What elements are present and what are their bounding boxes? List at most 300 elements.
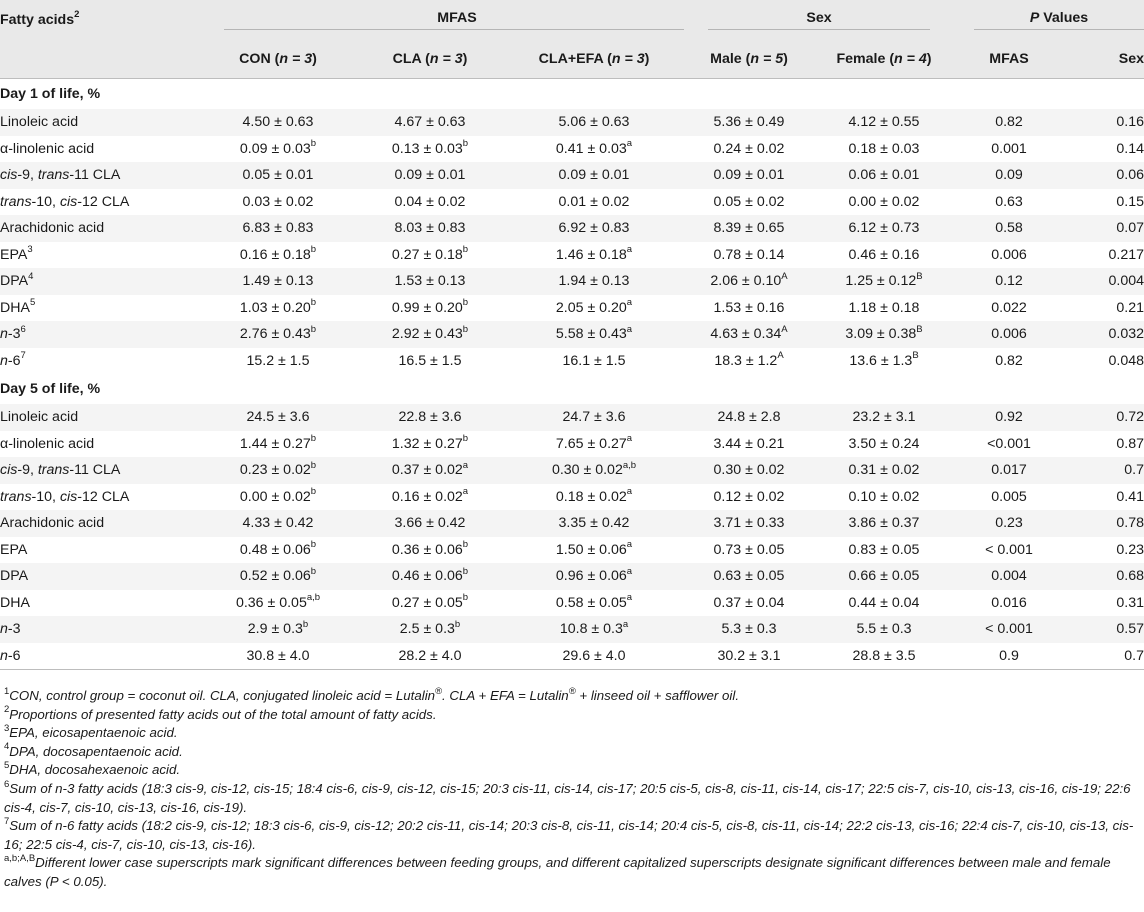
cell-p-sex: 0.87	[1116, 435, 1144, 452]
cell-claefa	[504, 643, 684, 670]
footnote-marker: a,b;A,B	[4, 852, 36, 864]
cell-value: 8.39 ± 0.65	[713, 220, 785, 237]
cell-cla	[356, 563, 504, 590]
cell-value: 0.05 ± 0.02	[713, 193, 785, 210]
significance-superscript: b	[310, 433, 317, 445]
cell-value: 1.53 ± 0.16	[713, 299, 785, 316]
cell-value: 6.12 ± 0.73	[848, 220, 920, 237]
cell-value: 0.16 ± 0.18	[239, 246, 311, 263]
cell-value: 16.1 ± 1.5	[562, 352, 626, 369]
significance-superscript: b	[310, 565, 317, 577]
row-label-part: DPA	[0, 273, 29, 290]
cell-p-mfas: 0.9	[954, 643, 1064, 670]
row-label	[0, 563, 200, 590]
p-values-group-header: P Values	[954, 0, 1144, 40]
cell-claefa	[504, 348, 684, 375]
cell-con	[200, 321, 356, 348]
footnote-marker: 6	[4, 778, 10, 790]
row-label	[0, 162, 200, 189]
cell-claefa	[504, 510, 684, 537]
cell-p-sex: 0.72	[1064, 404, 1144, 431]
cell-value: 4.33 ± 0.42	[242, 515, 314, 532]
cell-con	[200, 484, 356, 511]
row-label-part: -9,	[17, 167, 38, 184]
cell-value: 5.58 ± 0.43	[555, 326, 627, 343]
cell-cla	[356, 590, 504, 617]
cell-value: 0.44 ± 0.04	[848, 594, 920, 611]
cell-p-mfas: 0.006	[991, 246, 1027, 263]
table-row	[0, 484, 1144, 511]
row-label	[0, 590, 200, 617]
cell-value: 0.24 ± 0.02	[713, 140, 785, 157]
cell-con	[200, 242, 356, 269]
significance-superscript: b	[310, 244, 317, 256]
table-row	[0, 537, 1144, 564]
cell-value: 0.27 ± 0.18	[391, 246, 463, 263]
significance-superscript: b	[454, 618, 461, 630]
significance-superscript: b	[462, 565, 469, 577]
cell-female	[814, 109, 954, 136]
row-label-part: Linoleic acid	[0, 114, 79, 131]
row-label-part: -3	[7, 621, 21, 638]
cell-con	[200, 295, 356, 322]
cell-male	[684, 321, 814, 348]
significance-superscript: b	[310, 323, 317, 335]
row-label-part: 5	[29, 297, 36, 309]
row-label-part: trans	[0, 193, 32, 210]
cell-p-sex: 0.78	[1064, 510, 1144, 537]
cell-con	[200, 431, 356, 458]
row-label-part: -12 CLA	[77, 193, 130, 210]
cell-value: 0.63 ± 0.05	[713, 568, 785, 585]
col-header-p-sex: Sex	[1064, 40, 1144, 79]
col-header-p-mfas: MFAS	[954, 40, 1064, 79]
cell-value: 2.5 ± 0.3	[399, 621, 455, 638]
significance-superscript: b	[310, 138, 317, 150]
col-header-cla: CLA (n = 3)	[356, 40, 504, 79]
cell-claefa	[504, 404, 684, 431]
cell-con	[200, 404, 356, 431]
row-label	[0, 136, 200, 163]
cell-cla	[356, 242, 504, 269]
row-label	[0, 616, 200, 643]
table-row	[0, 162, 1144, 189]
significance-superscript: a	[626, 244, 633, 256]
section-header-row	[0, 79, 1144, 110]
cell-claefa	[504, 162, 684, 189]
footnote-text: Sum of n-6 fatty acids (18:2 cis-9, cis-12; 18:3 cis-6, cis-9, cis-12; 20:2 cis-11, cis-14; 20:3 cis-8, cis-11, cis-14; 20:4 cis-5, cis-8, cis-11, cis-14; 22:2 cis-13, cis-16; 22:4 cis-7, cis-10, cis-13, cis-16; 22:5 cis-4, cis-7, cis-10, cis-13, cis-16).	[4, 818, 1134, 852]
cell-cla	[356, 189, 504, 216]
footnote-text: Proportions of presented fatty acids out of the total amount of fatty acids.	[9, 706, 437, 722]
significance-superscript: b	[302, 618, 309, 630]
cell-male	[684, 348, 814, 375]
table-row	[0, 189, 1144, 216]
cell-value: 0.03 ± 0.02	[242, 193, 314, 210]
cell-con	[200, 590, 356, 617]
cell-value: 0.30 ± 0.02	[551, 462, 623, 479]
cell-value: 7.65 ± 0.27	[555, 435, 627, 452]
row-label-part: -12 CLA	[77, 488, 130, 505]
cell-p-sex: 0.217	[1108, 246, 1144, 263]
significance-superscript: A	[781, 270, 788, 282]
significance-superscript: a	[626, 433, 633, 445]
significance-superscript: a,b	[622, 459, 637, 471]
cell-value: 2.06 ± 0.10	[710, 273, 782, 290]
cell-p-mfas: 0.005	[991, 488, 1027, 505]
cell-value: 0.46 ± 0.16	[848, 246, 920, 263]
fatty-acids-header: Fatty acids$^2$	[0, 0, 200, 40]
cell-male	[684, 109, 814, 136]
cell-value: 18.3 ± 1.2	[714, 352, 778, 369]
cell-value: 0.13 ± 0.03	[391, 140, 463, 157]
cell-value: 0.99 ± 0.20	[391, 299, 463, 316]
cell-value: 0.27 ± 0.05	[391, 594, 463, 611]
cell-con	[200, 537, 356, 564]
row-label-part: EPA	[0, 246, 28, 263]
footnote-text: EPA, eicosapentaenoic acid.	[9, 725, 178, 741]
footnote	[4, 780, 1140, 817]
significance-superscript: B	[916, 323, 923, 335]
cell-cla	[356, 268, 504, 295]
table-row	[0, 109, 1144, 136]
footnote-text: + linseed oil + safflower oil.	[575, 688, 740, 703]
significance-superscript: a	[626, 592, 633, 604]
cell-p-sex: 0.7	[1064, 643, 1144, 670]
cell-female	[814, 484, 954, 511]
cell-cla	[356, 109, 504, 136]
cell-cla	[356, 457, 504, 484]
cell-claefa	[504, 484, 684, 511]
cell-value: 0.09 ± 0.03	[239, 140, 311, 157]
table-row	[0, 510, 1144, 537]
table-row	[0, 431, 1144, 458]
cell-claefa	[504, 563, 684, 590]
cell-value: 0.09 ± 0.01	[394, 167, 466, 184]
cell-female	[814, 215, 954, 242]
cell-p-mfas: 0.09	[954, 162, 1064, 189]
cell-value: 8.03 ± 0.83	[394, 220, 466, 237]
cell-value: 0.23 ± 0.02	[239, 462, 311, 479]
cell-female	[814, 590, 954, 617]
cell-cla	[356, 537, 504, 564]
significance-superscript: b	[462, 592, 469, 604]
footnote-marker: 1	[4, 685, 10, 697]
footnote-text: ®	[568, 685, 576, 697]
cell-p-mfas: 0.82	[995, 352, 1023, 369]
cell-value: 4.63 ± 0.34	[710, 326, 782, 343]
section-title: Day 1 of life, %	[0, 86, 101, 102]
footnote-marker: 5	[4, 759, 10, 771]
sex-group-header: Sex	[684, 0, 954, 40]
cell-claefa	[504, 457, 684, 484]
footnote-marker: 3	[4, 722, 10, 734]
cell-p-sex: 0.16	[1064, 109, 1144, 136]
row-label	[0, 457, 200, 484]
cell-p-mfas: < 0.001	[954, 616, 1064, 643]
cell-male	[684, 431, 814, 458]
cell-male	[684, 215, 814, 242]
table-row	[0, 563, 1144, 590]
table-row	[0, 616, 1144, 643]
significance-superscript: B	[912, 350, 919, 362]
row-label-part: n	[0, 326, 8, 343]
cell-p-sex: 0.004	[1064, 268, 1144, 295]
cell-value: 0.05 ± 0.01	[242, 167, 314, 184]
cell-con	[200, 510, 356, 537]
cell-value: 15.2 ± 1.5	[246, 352, 310, 369]
row-label	[0, 537, 200, 564]
cell-cla	[356, 643, 504, 670]
cell-con	[200, 109, 356, 136]
cell-female	[814, 162, 954, 189]
cell-cla	[356, 616, 504, 643]
row-label	[0, 189, 200, 216]
cell-p-sex: 0.048	[1108, 352, 1144, 369]
cell-value: 13.6 ± 1.3	[849, 352, 913, 369]
cell-female	[814, 537, 954, 564]
cell-p-sex: 0.41	[1116, 488, 1144, 505]
cell-value: 30.8 ± 4.0	[246, 647, 310, 664]
cell-value: 0.66 ± 0.05	[848, 568, 920, 585]
row-label	[0, 321, 200, 348]
cell-con	[200, 268, 356, 295]
cell-value: 3.50 ± 0.24	[848, 435, 920, 452]
row-label-part: DPA	[0, 568, 29, 585]
significance-superscript: a	[626, 539, 633, 551]
cell-claefa	[504, 616, 684, 643]
cell-p-mfas: 0.12	[954, 268, 1064, 295]
cell-male	[684, 268, 814, 295]
row-label-part: cis	[0, 167, 18, 184]
cell-claefa	[504, 268, 684, 295]
table-footnotes	[4, 687, 1140, 892]
cell-male	[684, 590, 814, 617]
table-row	[0, 321, 1144, 348]
cell-claefa	[504, 321, 684, 348]
cell-value: 1.44 ± 0.27	[239, 435, 311, 452]
cell-p-mfas: 0.82	[954, 109, 1064, 136]
footnote	[4, 706, 1140, 725]
row-label	[0, 348, 200, 375]
significance-superscript: a	[626, 138, 633, 150]
cell-value: 29.6 ± 4.0	[562, 647, 626, 664]
footnote	[4, 743, 1140, 762]
cell-female	[814, 643, 954, 670]
row-label	[0, 295, 200, 322]
cell-value: 16.5 ± 1.5	[398, 352, 462, 369]
row-label-part: trans	[0, 488, 32, 505]
cell-p-mfas: 0.016	[991, 594, 1027, 611]
row-label-part: -6	[7, 647, 21, 664]
cell-cla	[356, 215, 504, 242]
cell-female	[814, 136, 954, 163]
significance-superscript: b	[462, 138, 469, 150]
cell-p-mfas: 0.23	[954, 510, 1064, 537]
cell-cla	[356, 510, 504, 537]
cell-p-sex: 0.15	[1116, 193, 1144, 210]
row-label-part: n	[0, 647, 8, 664]
cell-value: 28.8 ± 3.5	[852, 647, 916, 664]
cell-value: 0.12 ± 0.02	[713, 488, 785, 505]
cell-value: 4.67 ± 0.63	[394, 114, 466, 131]
cell-value: 1.32 ± 0.27	[391, 435, 463, 452]
row-label	[0, 484, 200, 511]
significance-superscript: a	[462, 459, 469, 471]
row-label	[0, 431, 200, 458]
empty-header-cell	[0, 40, 200, 79]
cell-p-sex: 0.23	[1116, 541, 1144, 558]
footnote	[4, 687, 1140, 706]
cell-con	[200, 189, 356, 216]
significance-superscript: b	[310, 486, 317, 498]
cell-con	[200, 643, 356, 670]
cell-value: 0.06 ± 0.01	[848, 167, 920, 184]
row-label-part: Linoleic acid	[0, 409, 79, 426]
cell-value: 23.2 ± 3.1	[852, 409, 916, 426]
cell-value: 3.09 ± 0.38	[845, 326, 917, 343]
row-label	[0, 510, 200, 537]
cell-cla	[356, 295, 504, 322]
cell-p-mfas: 0.017	[954, 457, 1064, 484]
cell-value: 1.53 ± 0.13	[394, 273, 466, 290]
cell-male	[684, 510, 814, 537]
cell-male	[684, 616, 814, 643]
footnote	[4, 854, 1140, 891]
cell-value: 5.36 ± 0.49	[713, 114, 785, 131]
significance-superscript: b	[462, 297, 469, 309]
cell-value: 22.8 ± 3.6	[398, 409, 462, 426]
cell-con	[200, 348, 356, 375]
cell-p-mfas: <0.001	[987, 435, 1031, 452]
cell-con	[200, 215, 356, 242]
cell-claefa	[504, 215, 684, 242]
cell-claefa	[504, 590, 684, 617]
row-label	[0, 268, 200, 295]
significance-superscript: b	[310, 539, 317, 551]
table-row	[0, 404, 1144, 431]
cell-cla	[356, 162, 504, 189]
cell-female	[814, 268, 954, 295]
cell-male	[684, 295, 814, 322]
footnote-text: Sum of n-3 fatty acids (18:3 cis-9, cis-12, cis-15; 18:4 cis-6, cis-9, cis-12, cis-15; 20:3 cis-11, cis-14, cis-17; 20:5 cis-5, cis-8, cis-11, cis-14, cis-17; 22:5 cis-7, cis-10, cis-13, cis-16, cis-19; 22:6 cis-4, cis-7, cis-10, cis-13, cis-16, cis-19).	[4, 780, 1131, 815]
cell-female	[814, 295, 954, 322]
cell-p-sex: 0.7	[1064, 457, 1144, 484]
cell-male	[684, 162, 814, 189]
cell-male	[684, 643, 814, 670]
cell-claefa	[504, 189, 684, 216]
cell-cla	[356, 431, 504, 458]
cell-p-mfas: 0.92	[954, 404, 1064, 431]
cell-p-sex: 0.31	[1116, 594, 1144, 611]
cell-value: 0.00 ± 0.02	[848, 193, 920, 210]
cell-female	[814, 348, 954, 375]
significance-superscript: A	[777, 350, 784, 362]
row-label-part: cis	[0, 462, 18, 479]
cell-value: 0.31 ± 0.02	[848, 462, 920, 479]
cell-con	[200, 162, 356, 189]
table-body	[0, 79, 1144, 670]
row-label-part: -10,	[31, 488, 60, 505]
row-label-part: n	[0, 352, 8, 369]
cell-value: 0.46 ± 0.06	[391, 568, 463, 585]
footnote	[4, 817, 1140, 854]
cell-value: 24.8 ± 2.8	[717, 409, 781, 426]
cell-male	[684, 484, 814, 511]
cell-p-sex: 0.07	[1064, 215, 1144, 242]
cell-p-sex: 0.57	[1064, 616, 1144, 643]
row-label-part: α-linolenic acid	[0, 140, 95, 157]
cell-male	[684, 457, 814, 484]
cell-female	[814, 321, 954, 348]
cell-value: 2.76 ± 0.43	[239, 326, 311, 343]
row-label	[0, 109, 200, 136]
cell-p-sex: 0.68	[1064, 563, 1144, 590]
significance-superscript: a	[626, 486, 633, 498]
row-label-part: 4	[28, 270, 34, 282]
cell-p-mfas: 0.63	[995, 193, 1023, 210]
cell-claefa	[504, 295, 684, 322]
row-label-part: DHA	[0, 299, 30, 316]
cell-cla	[356, 321, 504, 348]
significance-superscript: b	[310, 297, 317, 309]
footnote-marker: 4	[4, 741, 10, 753]
table-row	[0, 215, 1144, 242]
significance-superscript: b	[462, 433, 469, 445]
cell-value: 0.41 ± 0.03	[555, 140, 627, 157]
footnote-text: Different lower case superscripts mark significant differences between feeding groups, and different capitalized superscripts designate significant differences between male and female calves (P < 0.05).	[4, 855, 1111, 889]
cell-value: 0.04 ± 0.02	[394, 193, 466, 210]
col-header-male: Male (n = 5)	[684, 40, 814, 79]
significance-superscript: a	[626, 297, 633, 309]
cell-p-mfas: 0.006	[954, 321, 1064, 348]
cell-value: 10.8 ± 0.3	[559, 621, 623, 638]
col-header-con: CON (n = 3)	[200, 40, 356, 79]
row-label-part: trans	[37, 462, 70, 479]
cell-male	[684, 537, 814, 564]
cell-value: 3.66 ± 0.42	[394, 515, 466, 532]
significance-superscript: a	[626, 323, 633, 335]
cell-female	[814, 510, 954, 537]
cell-value: 0.58 ± 0.05	[555, 594, 627, 611]
cell-value: 0.36 ± 0.06	[391, 541, 463, 558]
cell-cla	[356, 136, 504, 163]
cell-male	[684, 189, 814, 216]
cell-value: 24.5 ± 3.6	[246, 409, 310, 426]
cell-female	[814, 404, 954, 431]
cell-value: 3.35 ± 0.42	[558, 515, 630, 532]
cell-value: 0.48 ± 0.06	[239, 541, 311, 558]
table-row	[0, 348, 1144, 375]
footnote-marker: 7	[4, 815, 10, 827]
footnote-text: DHA, docosahexaenoic acid.	[9, 762, 181, 778]
cell-con	[200, 136, 356, 163]
cell-value: 0.18 ± 0.02	[555, 488, 627, 505]
cell-value: 4.12 ± 0.55	[848, 114, 920, 131]
col-header-female: Female (n = 4)	[814, 40, 954, 79]
cell-value: 0.30 ± 0.02	[713, 462, 785, 479]
row-label-part: -10,	[31, 193, 60, 210]
cell-value: 0.78 ± 0.14	[713, 246, 785, 263]
row-label-part: 7	[20, 350, 26, 362]
cell-value: 0.10 ± 0.02	[848, 488, 920, 505]
significance-superscript: b	[462, 539, 469, 551]
table-row	[0, 136, 1144, 163]
cell-value: 0.83 ± 0.05	[848, 541, 920, 558]
footnote	[4, 761, 1140, 780]
cell-p-sex: 0.21	[1116, 299, 1144, 316]
cell-value: 0.09 ± 0.01	[558, 167, 630, 184]
cell-female	[814, 616, 954, 643]
